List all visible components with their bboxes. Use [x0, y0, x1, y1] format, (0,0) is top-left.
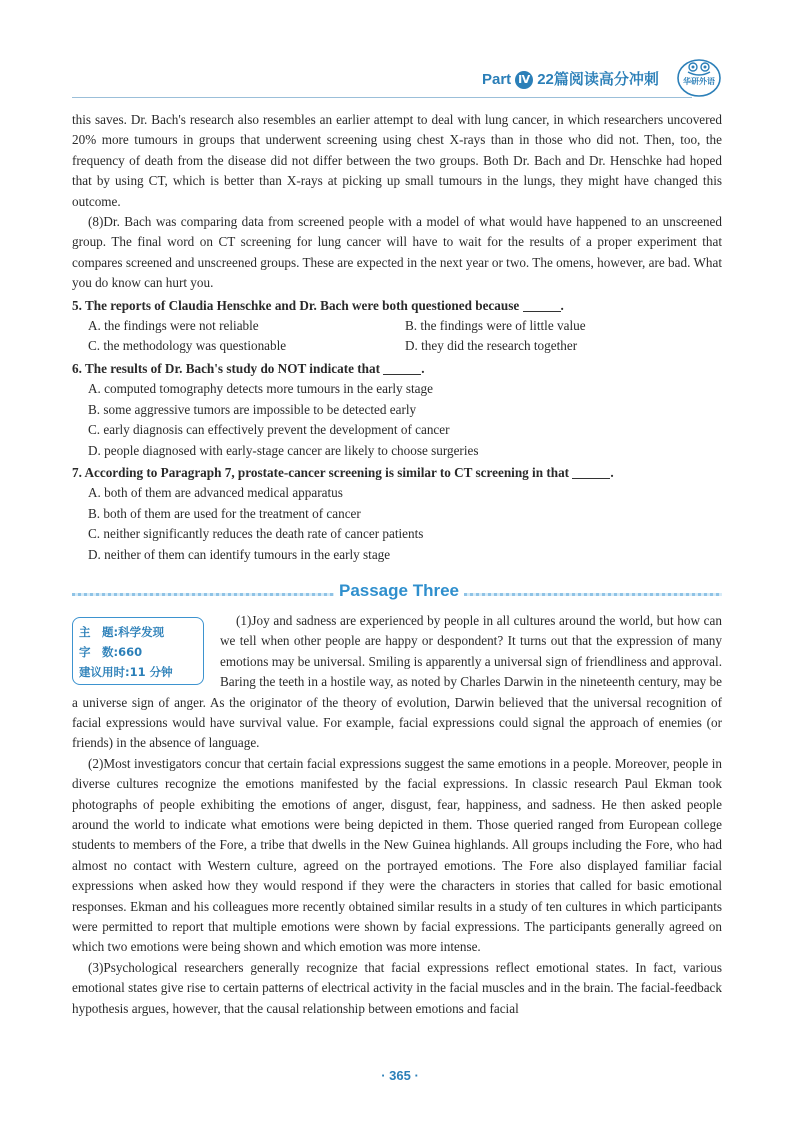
option-d: D. they did the research together: [405, 338, 578, 354]
option-d: D. people diagnosed with early-stage cancer are likely to choose surgeries: [88, 442, 479, 458]
header-rule: [72, 97, 692, 98]
passage-three-body: [72, 611, 722, 1019]
passage-title: Passage Three: [334, 581, 464, 601]
answer-blank: [523, 299, 561, 312]
header-title: [482, 68, 659, 89]
passage-info-box: [72, 617, 204, 685]
option-b: B. both of them are used for the treatment of cancer: [88, 505, 361, 521]
paragraph-3: (3)Psychological researchers generally recognize that facial expressions reflect emotional states. In fact, various emotional states give rise to certain patterns of electrical activity in the facial muscles and in the brain. The facial-feedback hypothesis argues, however, that the causal relationship between emotions and facial: [72, 959, 722, 1016]
heading-rule-left: [72, 593, 334, 596]
publisher-logo: [676, 58, 722, 98]
paragraph-8: (8)Dr. Bach was comparing data from screened people with a model of what would have happened to an unscreened group. The final word on CT screening for lung cancer will have to wait for the results of a proper experiment that compares screened and unscreened groups. These are expected in the next year or two. The omens, however, are bad. What you do know can hurt you.: [72, 214, 722, 291]
option-b: B. some aggressive tumors are impossible to be detected early: [88, 401, 417, 417]
info-topic: 主 题:科学发现: [79, 624, 165, 639]
question-6: 6. The results of Dr. Bach's study do NOT indicate that . A. computed tomography detects more tumours in the early stage B. some aggressive tumors are impossible to be detected early C. early diagnosis can effectively prevent the development of cancer D. people diagnosed with early-stage cancer are likely to choose surgeries: [72, 359, 722, 461]
question-stem: 5. The reports of Claudia Henschke and Dr. Bach were both questioned because: [72, 297, 520, 313]
page-content: [72, 110, 722, 1019]
section-title: 22篇阅读高分冲刺: [537, 71, 659, 88]
logo-text: 华研外语: [683, 77, 715, 86]
answer-blank: [572, 466, 610, 479]
part-label: Part: [482, 71, 512, 88]
passage-three-heading: [72, 577, 722, 611]
answer-blank: [383, 362, 421, 375]
paragraph-1: (1)Joy and sadness are experienced by people in all cultures around the world, but how can we tell when other people are happy or despondent? It turns out that the expression of many emotions may be universal. Smiling is apparently a universal sign of friendliness and approval. Baring the teeth in a hostile way, as noted by Charles Darwin in the nineteenth century, may be a universe sign of anger. As the originator of the theory of evolution, Darwin believed that the universal recognition of facial expressions would have survival value. For example, facial expressions could signal the approach of enemies (or friends) in the absence of language.: [72, 612, 722, 751]
option-b: B. the findings were of little value: [405, 318, 586, 334]
heading-rule-right: [464, 593, 722, 596]
question-7: 7. According to Paragraph 7, prostate-cancer screening is similar to CT screening in that . A. both of them are advanced medical apparatus B. both of them are used for the treatment of cancer C. neither significantly reduces the death rate of cancer patients D. neither of them can identify tumours in the early stage: [72, 463, 722, 565]
paragraph-continued: this saves. Dr. Bach's research also resembles an earlier attempt to deal with lung cancer, in which researchers uncovered 20% more tumours in groups that underwent screening using chest X-rays than in those who did not. Then, too, the frequency of death from the disease did not differ between the two groups. Both Dr. Bach and Dr. Henschke had hoped that by using CT, which is better than X-rays at picking up small tumours in the lungs, they might have changed this outcome.: [72, 112, 722, 209]
option-c: C. neither significantly reduces the death rate of cancer patients: [88, 526, 424, 542]
info-word-count: 字 数:660: [79, 644, 143, 659]
part-number-badge: Ⅳ: [515, 71, 533, 89]
page-number: · 365 ·: [381, 1068, 419, 1083]
option-c: C. the methodology was questionable: [88, 338, 287, 354]
paragraph-2: (2)Most investigators concur that certain facial expressions suggest the same emotions in a people. Moreover, people in diverse cultures recognize the emotions manifested by the facial expressions. In classic research Paul Ekman took photographs of people exhibiting the emotions of anger, disgust, fear, happiness, and sadness. He then asked people around the world to indicate what emotions were being depicted in them. Those queried ranged from European college students to members of the Fore, a tribe that dwells in the New Guinea highlands. All groups including the Fore, who had almost no contact with Western culture, agreed on the portrayed emotions. The Fore also displayed familiar facial expressions when asked how they would respond if they were the characters in stories that called for basic emotional responses. Ekman and his colleagues more recently obtained similar results in a study of ten cultures in which participants were permitted to report that multiple emotions were shown by facial expressions. The participants generally agreed on which two emotions were being shown and which emotion was more intense.: [72, 755, 722, 955]
option-a: A. computed tomography detects more tumours in the early stage: [88, 381, 433, 397]
info-suggested-time: 建议用时:11 分钟: [79, 664, 173, 679]
question-5: 5. The reports of Claudia Henschke and Dr. Bach were both questioned because . A. the findings were not reliable B. the findings were of little value C. the methodology was questionable D. they did the research together: [72, 296, 722, 357]
page-header: [0, 62, 800, 98]
option-a: A. the findings were not reliable: [88, 318, 259, 334]
option-a: A. both of them are advanced medical apparatus: [88, 485, 343, 501]
option-c: C. early diagnosis can effectively prevent the development of cancer: [88, 422, 450, 438]
question-stem: 6. The results of Dr. Bach's study do NOT indicate that: [72, 360, 380, 376]
question-stem: 7. According to Paragraph 7, prostate-cancer screening is similar to CT screening in that: [72, 464, 570, 480]
option-d: D. neither of them can identify tumours in the early stage: [88, 546, 391, 562]
